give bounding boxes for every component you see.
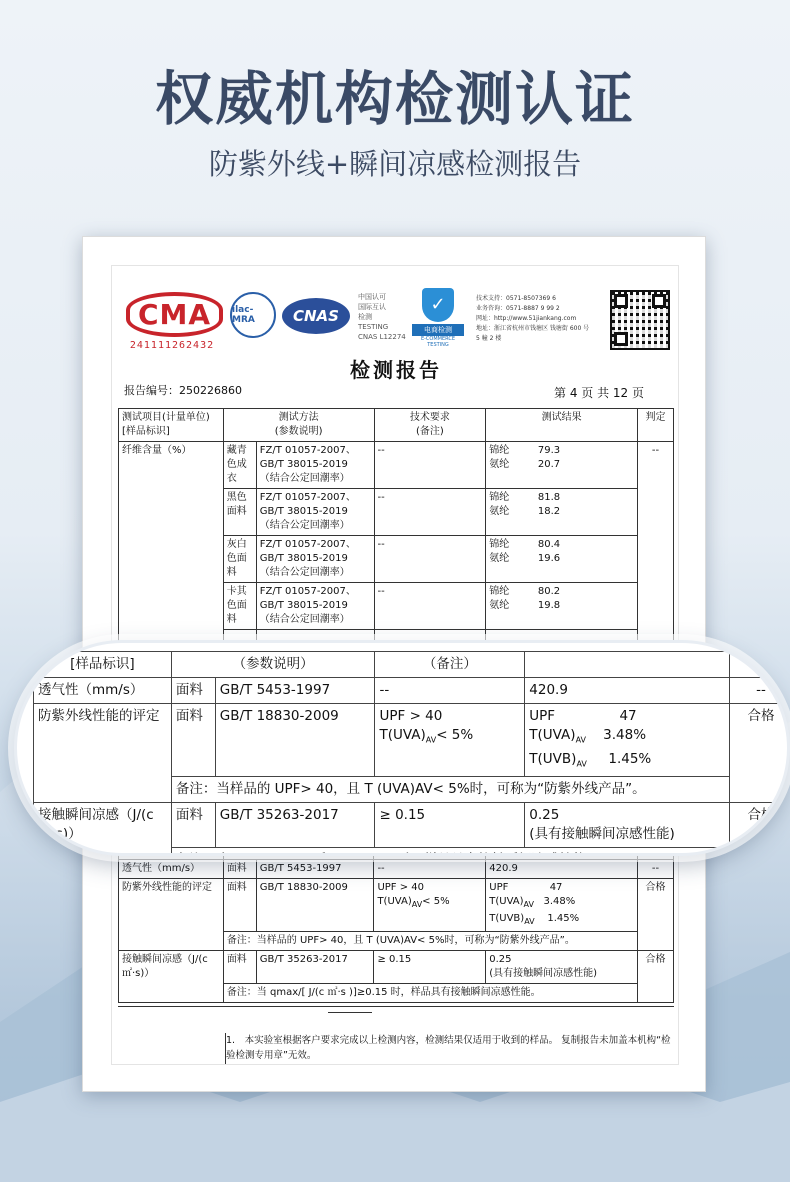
table-row: 防紫外线性能的评定 面料 GB/T 18830-2009 UPF > 40 $T(UVA)_{AV}< 5\%$ UPF 47 $T(UVA)_{AV}$ 3.48% $T(UVB)_{AV}$ 1.45% 合格 (34, 704, 790, 777)
report-number: 报告编号：250226860 (124, 384, 242, 397)
table-row: 接触瞬间凉感（J/(c ㎡·s)） 面料 GB/T 35263-2017 ≥ 0.15 0.25 (具有接触瞬间凉感性能) 合格 (34, 803, 790, 848)
page-subheadline: 防紫外线+瞬间凉感检测报告 (208, 147, 582, 181)
table-header-row: 测试项目(计量单位) [样品标识] 测试方法 (参数说明) 技术要求 (备注) 测试结果 判定 (119, 409, 674, 442)
page-headline: 权威机构检测认证 (154, 65, 635, 133)
ilac-mra-logo: ilac-MRA (230, 292, 276, 338)
divider (328, 1012, 372, 1013)
page-number: 第 4 页 共 12 页 (554, 386, 644, 400)
shield-check-icon: ✓ (422, 288, 454, 322)
results-table (118, 408, 674, 650)
shield-label: 电商检测 (412, 324, 464, 336)
table-row: 接触瞬间凉感（J/(c ㎡·s)） 面料 GB/T 35263-2017 ≥ 0.15 0.25 (具有接触瞬间凉感性能) 合格 (119, 951, 674, 984)
table-row: 透气性（mm/s） 面料 GB/T 5453-1997 -- 420.9 -- (119, 860, 674, 879)
table-row: 防紫外线性能的评定 面料 GB/T 18830-2009 UPF > 40 $T(UVA)_{AV}< 5\%$ UPF 47 $T(UVA)_{AV}$ 3.48% $T(UVB)_{AV}$ 1.45% 合格 (119, 879, 674, 932)
zoomed-results-table (33, 651, 790, 856)
ecommerce-testing-logo (412, 288, 464, 348)
table-row: 透气性（mm/s） 面料 GB/T 5453-1997 -- 420.9 -- (34, 678, 790, 704)
lab-contact: 技术支持：0571-8507369 6 业务咨询：0571-8887 9 99 2 网址：http://www.51jiankang.com 地址：浙江省杭州市钱塘区 钱塘街 600 号 5 幢 2 楼 (476, 295, 590, 342)
magnifier-lens (14, 640, 790, 856)
table-header-row: [样品标识] （参数说明） （备注） (34, 652, 790, 678)
table-row: 黑色面料 FZ/T 01057-2007、GB/T 38015-2019 （结合公定回潮率） -- 锦纶 81.8 氨纶 18.2 (119, 489, 674, 536)
shield-sub: E-COMMERCE TESTING (420, 336, 456, 348)
qr-code-icon (610, 290, 670, 350)
table-row: 纤维含量（%） 藏青色成衣 FZ/T 01057-2007、GB/T 38015-2019 （结合公定回潮率） -- 锦纶 79.3 氨纶 20.7 -- (119, 442, 674, 489)
cnas-text: 中国认可 国际互认 检测 TESTING CNAS L12274 (358, 293, 406, 341)
cnas-logo: CNAS (282, 298, 350, 334)
table-row: 卡其色面料 FZ/T 01057-2007、GB/T 38015-2019 （结合公定回潮率） -- 锦纶 80.2 氨纶 19.8 (119, 583, 674, 630)
cma-logo (126, 292, 218, 351)
table-row: 备注：当样品的 UPF> 40，且 T (UVA)AV< 5%时，可称为“防紫外线产品”。 (34, 777, 790, 803)
cma-mark: CMA (126, 292, 223, 337)
table-row: 备注：当样品的 UPF> 40，且 T (UVA)AV< 5%时，可称为“防紫外线产品”。 (119, 932, 674, 951)
results-table-lower (118, 840, 674, 1003)
footnote-area (118, 1006, 674, 1065)
document-title: 检测报告 (350, 358, 442, 382)
fiber-item: 纤维含量（%） (119, 442, 224, 650)
cma-number: 241111262432 (129, 340, 215, 351)
table-row: 备注：当 qmax/[ J/(c ㎡·s )]≥0.15 时，样品具有接触瞬间凉感性能。 (119, 984, 674, 1003)
table-row: 灰白色面料 FZ/T 01057-2007、GB/T 38015-2019 （结合公定回潮率） -- 锦纶 80.4 氨纶 19.6 (119, 536, 674, 583)
footnote-text: 1. 本实验室根据客户要求完成以上检测内容，检测结果仅适用于收到的样品。 复制报告未加盖本机构“检验检测专用章”无效。 (226, 1035, 671, 1061)
